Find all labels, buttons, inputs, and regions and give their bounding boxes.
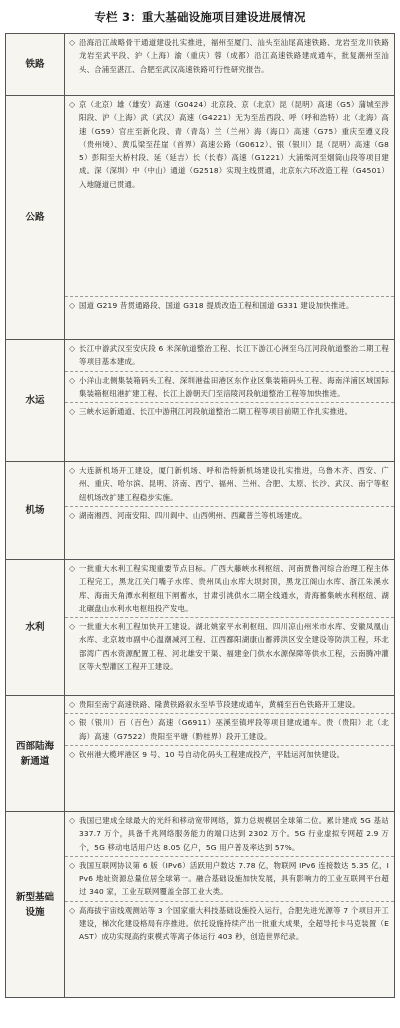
row-content (65, 96, 395, 340)
list-item: ◇ 小洋山北侧集装箱码头工程、深圳港盐田港区东作业区集装箱码头工程、海南洋浦区域国际集装箱枢纽港扩建工程、长江上游朝天门至涪陵河段航道整治工程等加快推进。 (65, 371, 394, 403)
table-row (6, 462, 395, 560)
infrastructure-table (5, 33, 395, 998)
category-western-land-sea-corridor: 西部陆海 新通道 (6, 696, 65, 812)
row-content (65, 560, 395, 696)
table-row (6, 34, 395, 96)
diamond-bullet-icon: ◇ (69, 466, 76, 475)
row-content (65, 34, 395, 96)
list-item: ◇ 一批重大水利工程实现重要节点目标。广西大藤峡水利枢纽、河南贾鲁河综合治理工程主体工程完工，黑龙江关门嘴子水库、贵州凤山水库大坝封顶，黑龙江阁山水库、浙江朱溪水库、海南天角潭水利枢纽下闸蓄水，甘肃引洮供水二期全线通水，青海蓄集峡水利枢纽、湖北碾盘山水利水电枢纽投产发电。 (69, 564, 389, 613)
diamond-bullet-icon: ◇ (69, 301, 76, 310)
diamond-bullet-icon: ◇ (69, 749, 76, 759)
diamond-bullet-icon: ◇ (69, 622, 76, 632)
diamond-bullet-icon: ◇ (69, 100, 76, 109)
list-item: ◇ 长江中游武汉至安庆段 6 米深航道整治工程、长江下游江心洲至乌江河段航道整治二期工程等项目基本建成。 (69, 344, 389, 367)
list-item: ◇ 京（北京）雄（雄安）高速（G0424）北京段、京（北京）昆（昆明）高速（G5）蒲城至涉阳段、沪（上海）武（武汉）高速（G4221）无为至岳西段、呼（呼和浩特）北（北海）高速（G59）官庄至新化段、青（青岛）兰（兰州）海（海口）高速（G75）重庆至遵义段（贵州境）、黄瓜梁至茌崖（首界）高速公路（G0612）、银（银川）昆（昆明）高速（G85）彭阳至大桥村段、延（延吉）长（长春）高速（G1221）大浦柴河至烟筒山段等项目建成。深（深圳）中（中山）通道（G2518）实现主线贯通，北京东六环改造工程（G4501）入地隧道已贯通。 (69, 100, 389, 189)
list-item: ◇ 高海拔宇宙线观测站等 3 个国家重大科技基础设施投入运行，合肥先进光源等 7 个项目开工建设，梯次化建设格局有序推进。依托设施持续产出一批重大成果，全超导托卡马克装置（EAST）成功实现高约束模式等离子体运行 403 秒，创造世界纪录。 (65, 901, 394, 946)
table-row (6, 340, 395, 462)
list-item: ◇ 银（银川）百（百色）高速（G6911）巫溪至镇坪段等项目建成通车。贵（贵阳）北（北海）高速（G7522）贵阳至平塘（黔桂界）段开工建设。 (65, 713, 394, 745)
diamond-bullet-icon: ◇ (69, 718, 76, 728)
diamond-bullet-icon: ◇ (69, 344, 76, 353)
category-water-conservancy: 水利 (6, 560, 65, 696)
list-item: ◇ 我国互联网协议第 6 版（IPv6）活跃用户数达 7.78 亿，物联网 IPv6 连接数达 5.35 亿，IPv6 地址资源总量位居全球第一。融合基础设施加快发展，具有影响力的工业互联网平台超过 340 家，工业互联网覆盖全部工业大类。 (65, 856, 394, 901)
list-item: ◇ 我国已建成全球最大的光纤和移动宽带网络，算力总规模居全球第二位。累计建成 5G 基站 337.7 万个，具备千兆网络服务能力的端口达到 2302 万个。5G 行业虚拟专网超 2.9 万个，5G 移动电话用户达 8.05 亿户，5G 用户普及率达到 57%。 (69, 816, 389, 852)
diamond-bullet-icon: ◇ (69, 38, 76, 47)
category-waterway: 水运 (6, 340, 65, 462)
list-item: ◇ 一批重大水利工程加快开工建设。湖北姚家平水利枢纽、四川凉山州米市水库、安徽凤凰山水库、北京坡市副中心温潮减河工程、江西鄱阳湖康山蓄滞洪区安全建设等防洪工程，环北部湾广西水资源配置工程、河北雄安干渠、福建金门供水水源保障等供水工程，云南腾冲灌区等大型灌区工程开工建设。 (65, 617, 394, 675)
list-item: ◇ 大连新机场开工建设，厦门新机场、呼和浩特新机场建设扎实推进，乌鲁木齐、西安、广州、重庆、哈尔滨、昆明、济南、西宁、福州、兰州、合肥、太原、长沙、武汉、南宁等枢纽机场改扩建工程稳步实施。 (69, 466, 389, 502)
row-content (65, 696, 395, 812)
diamond-bullet-icon: ◇ (69, 860, 76, 870)
diamond-bullet-icon: ◇ (69, 905, 76, 915)
category-airport: 机场 (6, 462, 65, 560)
list-item: ◇ 钦州港大榄坪港区 9 号、10 号自动化码头工程建成投产，平陆运河加快建设。 (65, 745, 394, 763)
category-railway: 铁路 (6, 34, 65, 96)
row-content (65, 462, 395, 560)
diamond-bullet-icon: ◇ (69, 700, 76, 709)
category-highway: 公路 (6, 96, 65, 340)
table-row (6, 696, 395, 812)
list-item: ◇ 贵阳至南宁高速铁路、隆黄铁路叙永至毕节段建成通车，黄桶至百色铁路开工建设。 (65, 696, 394, 713)
list-item: ◇ 国道 G219 昔贯通路段、国道 G318 提质改造工程和国道 G331 建设加快推进。 (65, 296, 394, 314)
table-row (6, 96, 395, 340)
row-content (65, 812, 395, 998)
category-new-infrastructure: 新型基础 设施 (6, 812, 65, 998)
table-row (6, 560, 395, 696)
list-item: ◇ 湖南湘西、河南安阳、四川阆中、山西朔州、西藏普兰等机场建成。 (65, 506, 394, 524)
table-title: 专栏 3：重大基础设施项目建设进展情况 (94, 10, 306, 24)
diamond-bullet-icon: ◇ (69, 407, 76, 417)
diamond-bullet-icon: ◇ (69, 510, 76, 520)
diamond-bullet-icon: ◇ (69, 564, 76, 573)
table-row (6, 812, 395, 998)
list-item: ◇ 沿海沿江战略骨干通道建设扎实推进，福州至厦门、汕头至汕尾高速铁路、龙岩至龙川铁路龙岩至武平段、沪（上海）渝（重庆）蓉（成都）沿江高速铁路建成通车，批复潮州至汕头、合浦至湛江、合肥至武汉高速铁路可行性研究报告。 (69, 38, 389, 74)
row-content (65, 340, 395, 462)
diamond-bullet-icon: ◇ (69, 816, 76, 825)
list-item: ◇ 三峡水运新通道、长江中游荆江河段航道整治二期工程等项目前期工作扎实推进。 (65, 402, 394, 420)
diamond-bullet-icon: ◇ (69, 375, 76, 385)
